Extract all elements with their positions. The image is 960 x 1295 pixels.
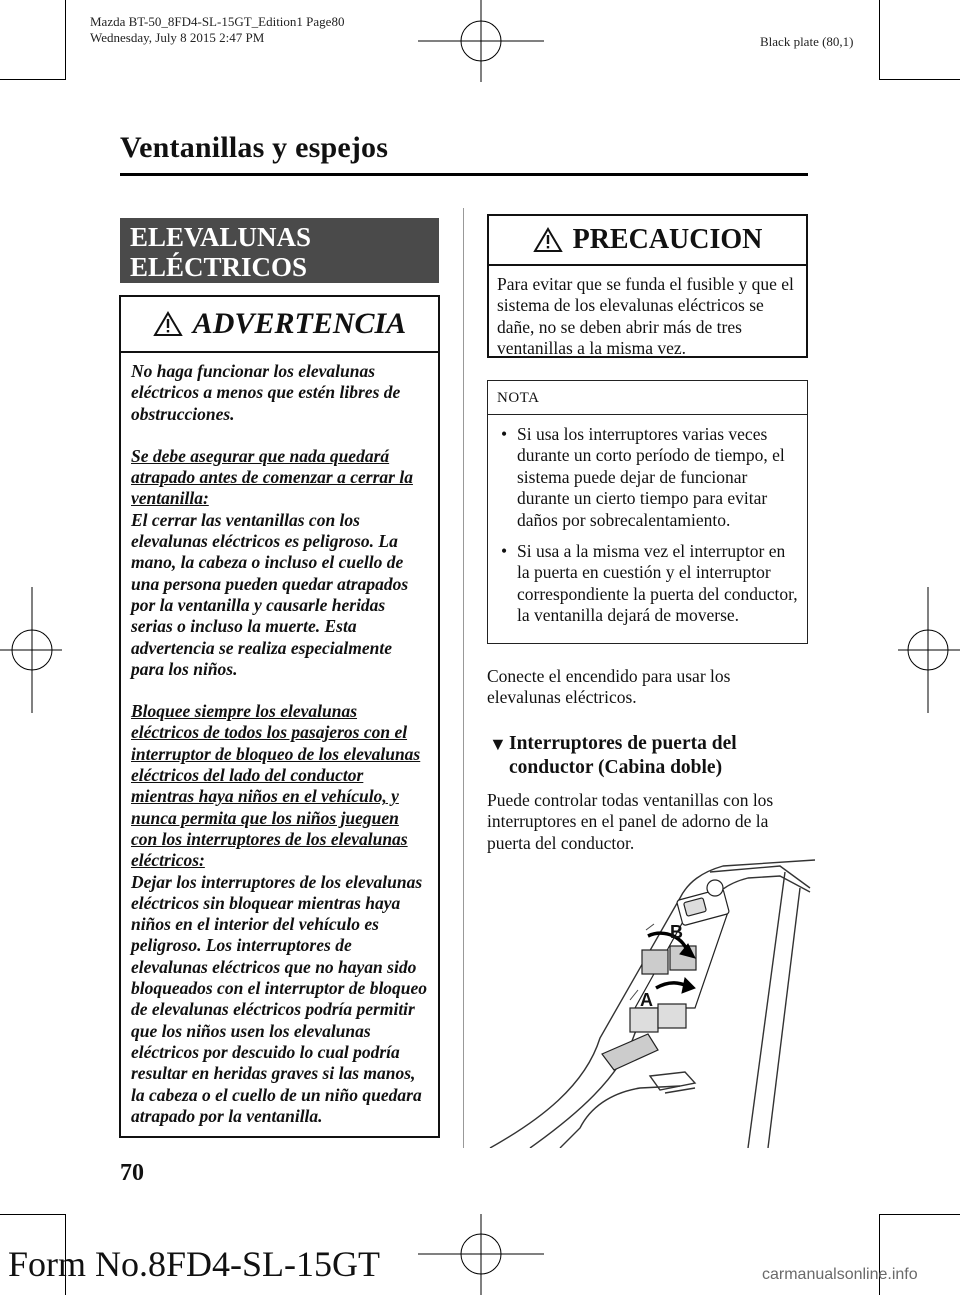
warning-header [121,297,438,353]
warning-p2-body: El cerrar las ventanillas con los elevalunas eléctricos es peligroso. La mano, la cabeza o incluso el cuello de una persona pueden quedar atrapados por la ventanilla y causarle heridas serias o incluso la muerte. Esta advertencia se realiza especialmente para los niños. [131,509,409,679]
watermark: carmanualsonline.info [762,1266,918,1283]
crop-mark [65,0,66,80]
caution-text: Para evitar que se funda el fusible y que el sistema de los elevalunas eléctricos se dañe, no se deben abrir más de tres ventanillas a la misma vez. [497,274,794,358]
caution-box [487,214,808,358]
warning-p3 [131,701,428,1127]
subheading [489,732,789,780]
label-b: B [670,922,683,942]
crop-mark [879,0,880,80]
column-divider [463,208,464,1148]
warning-p2 [131,446,428,680]
warning-body [121,353,438,1127]
heading-line1: ELEVALUNAS [130,222,312,252]
nota-box [487,380,808,644]
warning-triangle-icon [533,227,563,253]
warning-box [119,295,440,1138]
warning-p1: No haga funcionar los elevalunas eléctricos a menos que estén libres de obstrucciones. [131,361,401,424]
intro-text: Conecte el encendido para usar los elevalunas eléctricos. [487,666,731,708]
registration-mark-right [898,587,960,713]
caution-title: PRECAUCION [572,224,763,255]
section-title: Ventanillas y espejos [120,131,389,164]
section-rule [120,173,808,176]
registration-mark-left [0,587,62,713]
registration-mark-bottom [418,1214,544,1295]
form-number: Form No.8FD4-SL-15GT [8,1244,381,1284]
nota-title: NOTA [488,381,807,415]
warning-title: ADVERTENCIA [192,307,407,340]
crop-mark [879,79,960,80]
crop-mark [0,1214,66,1215]
warning-p3-underlined: Bloquee siempre los elevalunas eléctricos de todos los pasajeros con el interruptor de bloqueo de los elevalunas eléctricos del lado del conductor mientras haya niños en el vehículo, y nunca permita que los niños jueguen con los interruptores de los elevalunas eléctricos: [131,701,421,871]
nota-item: • Si usa a la misma vez el interruptor en la puerta en cuestión y el interruptor correspondiente la puerta del conductor, la ventanilla dejará de moverse. [501,541,798,626]
print-info-line2: Wednesday, July 8 2015 2:47 PM [90,30,265,45]
print-info-line1: Mazda BT-50_8FD4-SL-15GT_Edition1 Page80 [90,14,345,29]
page-number: 70 [120,1160,144,1186]
registration-mark-top [418,0,544,82]
warning-triangle-icon [153,311,183,337]
heading-elevalunas [120,218,439,283]
crop-mark [0,79,66,80]
bullet-icon: • [501,541,508,562]
nota-list [488,415,807,645]
subheading-text: Interruptores de puerta del conductor (Cabina doble) [509,733,737,778]
bullet-icon: • [501,424,508,444]
print-info [90,14,344,46]
triangle-down-icon: ▼ [489,734,507,754]
warning-p3-body: Dejar los interruptores de los elevalunas eléctricos sin bloquear mientras haya niños en el interior del vehículo es peligroso. Los interruptores de elevalunas eléctricos que no hayan sido bloqueados con el interruptor de bloqueo de elevalunas eléctricos podría permitir que los niños usen los elevalunas eléctricos por descuido lo cual podría resultar en heridas graves si las manos, la cabeza o el cuello de un niño quedara atrapado por la ventanilla. [131,871,428,1126]
heading-line2: ELÉCTRICOS [130,252,308,282]
plate-info: Black plate (80,1) [760,34,854,49]
label-a: A [640,990,653,1010]
warning-p2-underlined: Se debe asegurar que nada quedará atrapado antes de comenzar a cerrar la ventanilla: [131,445,413,509]
crop-mark [879,1214,960,1215]
caution-header [489,216,806,266]
nota-item: • Si usa los interruptores varias veces durante un corto período de tiempo, el sistema puede dejar de funcionar durante un cierto tiempo para evitar daños por sobrecalentamiento. [501,424,785,530]
subheading-text-body: Puede controlar todas ventanillas con los interruptores en el panel de adorno de la puerta del conductor. [487,790,774,853]
